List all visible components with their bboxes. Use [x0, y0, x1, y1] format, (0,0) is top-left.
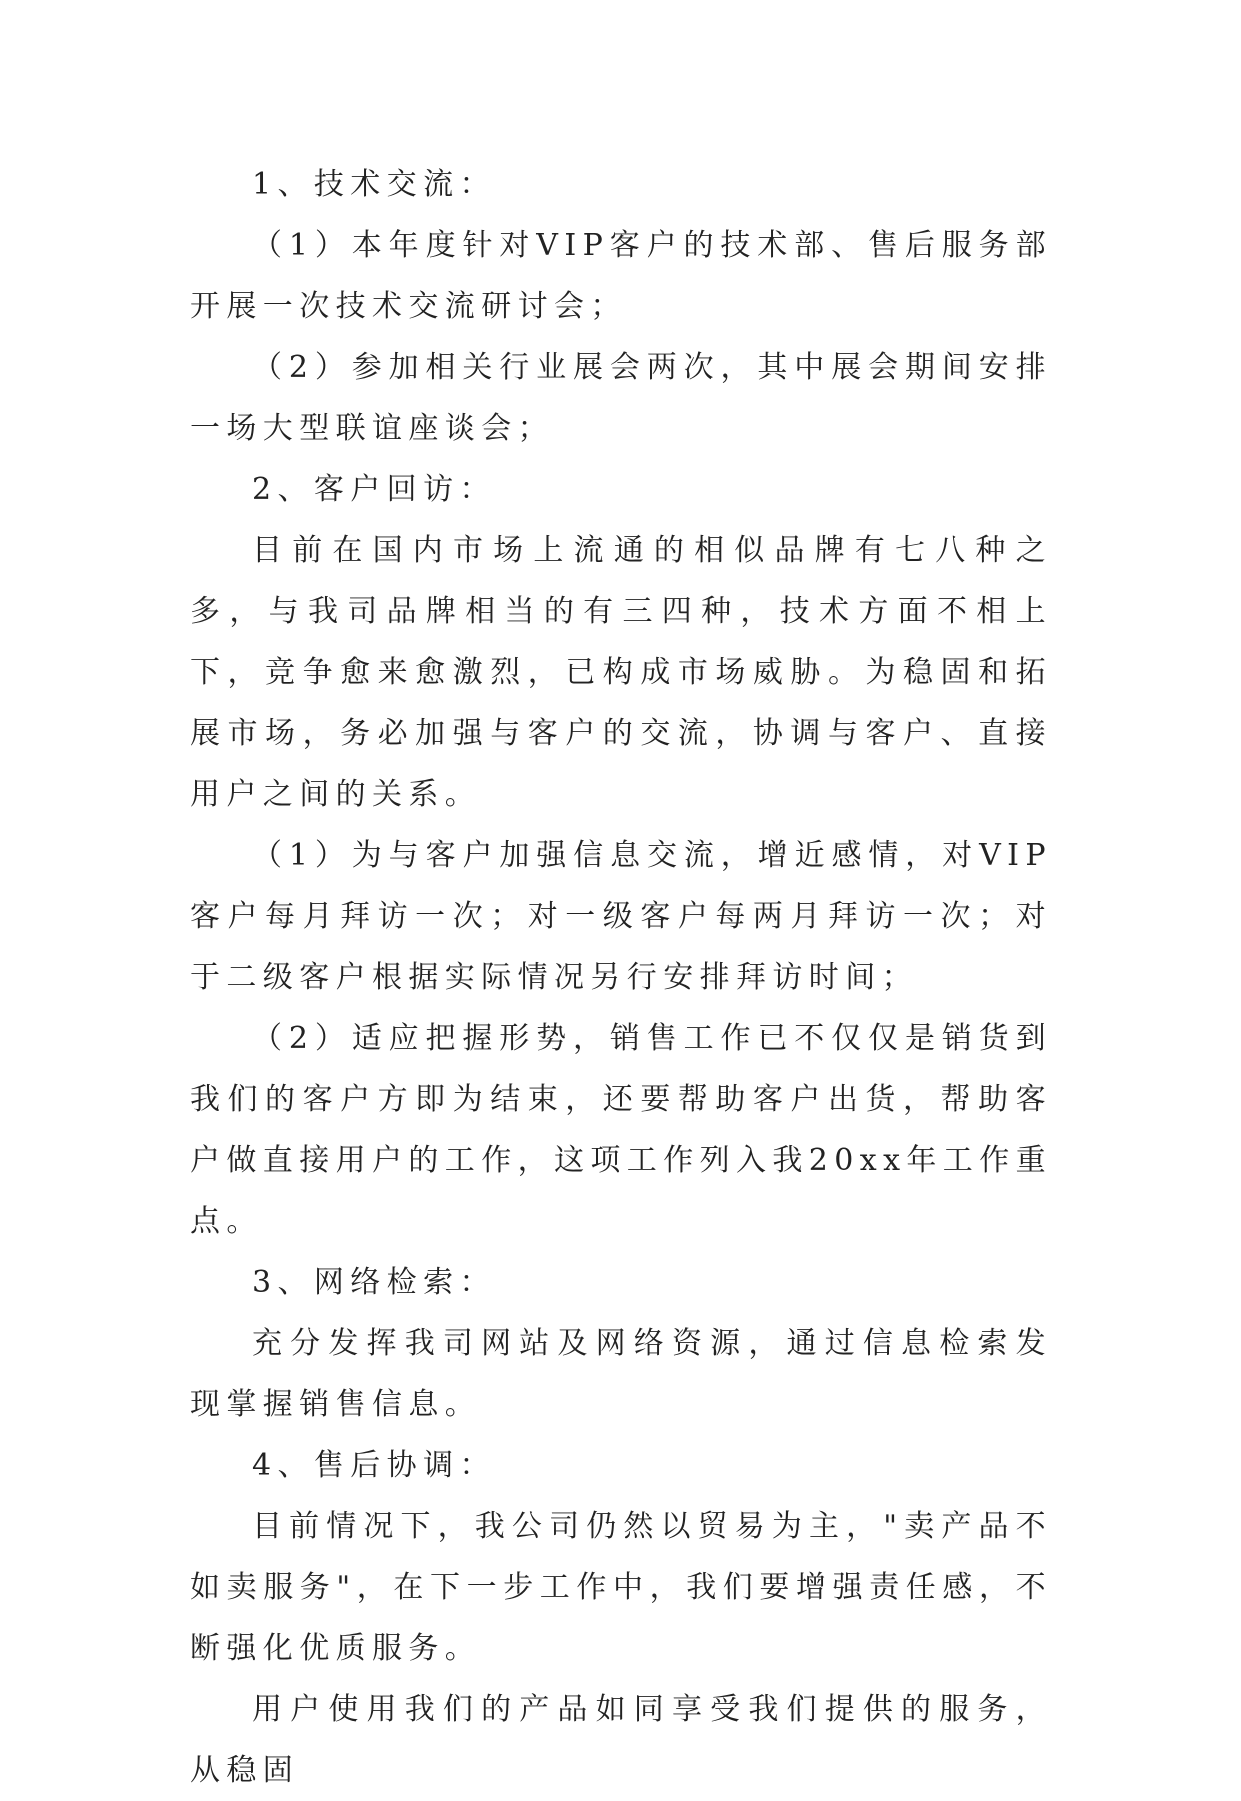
section-heading-customer-visit: 2、客户回访：	[252, 472, 496, 507]
paragraph: （2）参加相关行业展会两次，其中展会期间安排一场大型联谊座谈会；	[190, 350, 1052, 446]
paragraph: 充分发挥我司网站及网络资源，通过信息检索发现掌握销售信息。	[190, 1326, 1052, 1422]
document-body	[190, 154, 1052, 1801]
paragraph: 目前情况下，我公司仍然以贸易为主，"卖产品不如卖服务"，在下一步工作中，我们要增强责任感，不断强化优质服务。	[190, 1509, 1052, 1666]
section-heading-technical-exchange: 1、技术交流：	[252, 167, 496, 202]
paragraph: 用户使用我们的产品如同享受我们提供的服务，从稳固	[190, 1692, 1052, 1788]
section-heading-after-sales: 4、售后协调：	[252, 1448, 496, 1483]
paragraph: 目前在国内市场上流通的相似品牌有七八种之多，与我司品牌相当的有三四种，技术方面不相上下，竞争愈来愈激烈，已构成市场威胁。为稳固和拓展市场，务必加强与客户的交流，协调与客户、直接用户之间的关系。	[190, 533, 1052, 812]
section-heading-network-search: 3、网络检索：	[252, 1265, 496, 1300]
paragraph: （1）为与客户加强信息交流，增近感情，对VIP客户每月拜访一次；对一级客户每两月拜访一次；对于二级客户根据实际情况另行安排拜访时间；	[190, 838, 1052, 995]
paragraph: （1）本年度针对VIP客户的技术部、售后服务部开展一次技术交流研讨会；	[190, 228, 1052, 324]
paragraph: （2）适应把握形势，销售工作已不仅仅是销货到我们的客户方即为结束，还要帮助客户出货，帮助客户做直接用户的工作，这项工作列入我20xx年工作重点。	[190, 1021, 1053, 1239]
